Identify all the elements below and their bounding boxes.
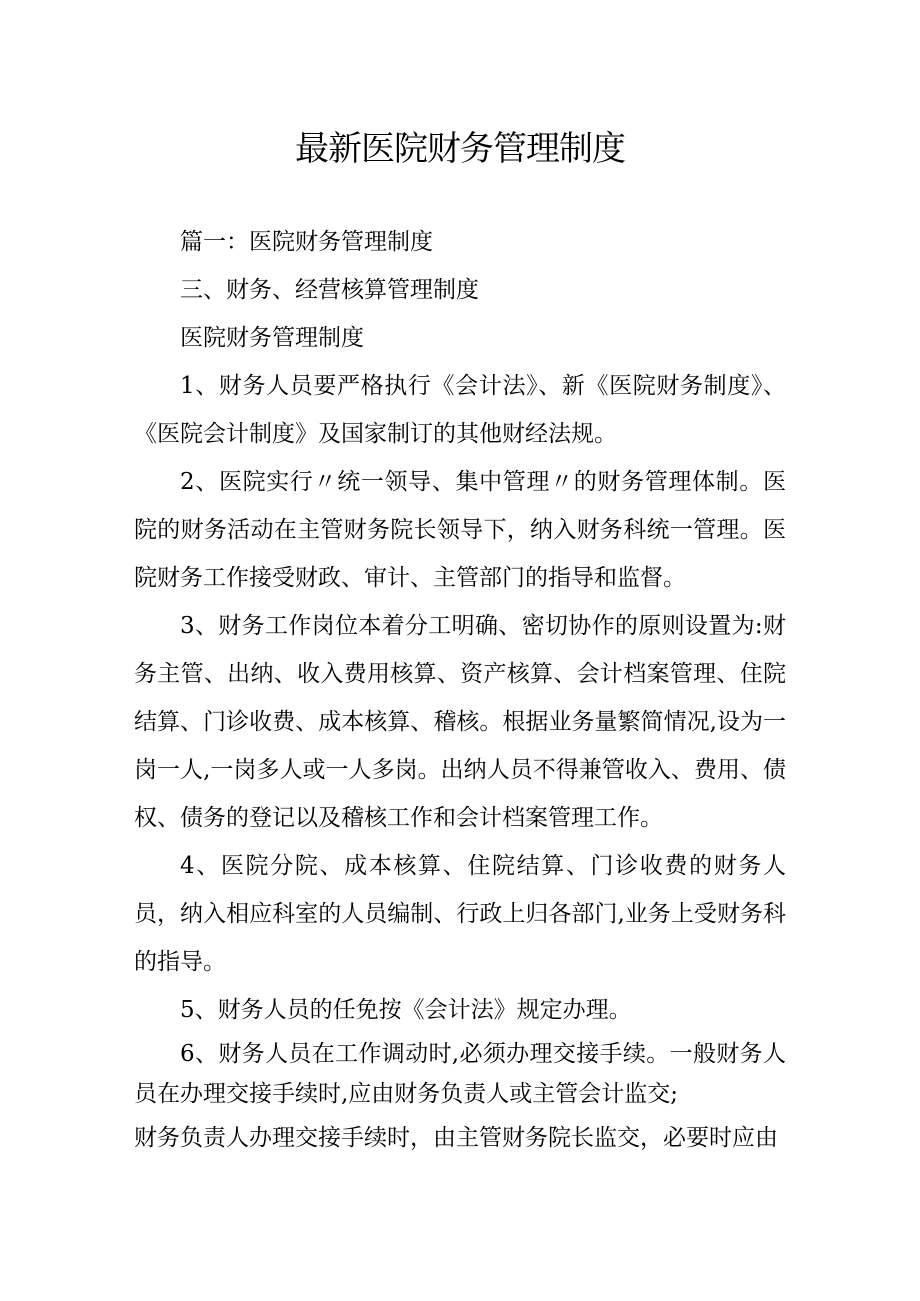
paragraph-continuation: 财务负责人办理交接手续时，由主管财务院长监交，必要时应由 [134, 1125, 778, 1151]
document-body [134, 218, 786, 1162]
paragraph-chapter-heading: 三、财务、经营核算管理制度 [180, 277, 479, 303]
paragraph-item-2: 2、医院实行〃统一领导、集中管理〃的财务管理体制。医院的财务活动在主管财务院长领导下，纳入财务科统一管理。医院财务工作接受财政、审计、主管部门的指导和监督。 [134, 469, 786, 591]
paragraph-subtitle: 医院财务管理制度 [180, 325, 364, 351]
paragraph-item-4: 4、医院分院、成本核算、住院结算、门诊收费的财务人员，纳入相应科室的人员编制、行政上归各部门,业务上受财务科的指导。 [134, 853, 786, 975]
paragraph-item-5: 5、财务人员的任免按《会计法》规定办理。 [180, 997, 632, 1023]
paragraph-item-6: 6、财务人员在工作调动时,必须办理交接手续。一般财务人员在办理交接手续时,应由财务负责人或主管会计监交; [134, 1041, 786, 1107]
paragraph-section-label: 篇一：医院财务管理制度 [180, 229, 433, 255]
paragraph-item-3: 3、财务工作岗位本着分工明确、密切协作的原则设置为:财务主管、出纳、收入费用核算、资产核算、会计档案管理、住院结算、门诊收费、成本核算、稽核。根据业务量繁简情况,设为一岗一人,一岗多人或一人多岗。出纳人员不得兼管收入、费用、债权、债务的登记以及稽核工作和会计档案管理工作。 [134, 613, 786, 831]
document-title: 最新医院财务管理制度 [295, 129, 625, 169]
paragraph-item-1: 1、财务人员要严格执行《会计法》、新《医院财务制度》、《医院会计制度》及国家制订的其他财经法规。 [134, 373, 786, 447]
